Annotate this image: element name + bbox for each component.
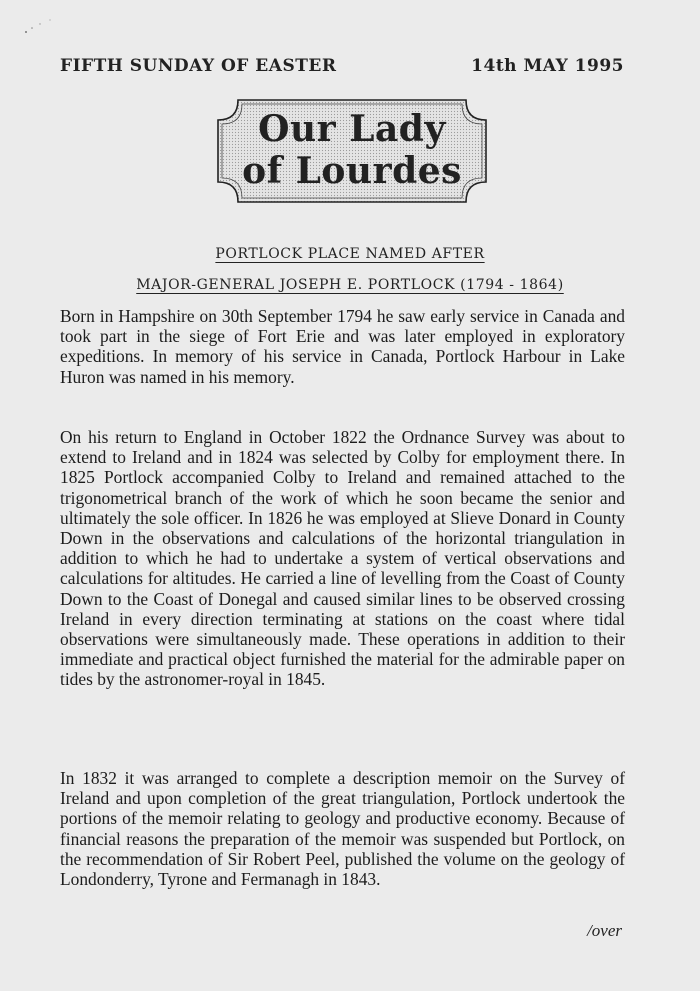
article-paragraph-2: On his return to England in October 1822 the Ordnance Survey was about to extend to Ireland and in 1824 was selected by Colby for employment there. In 1825 Portlock accompanied Colby to Ireland and remained attached to the trigonometrical branch of the work of which he soon became the senior and ultimately the sole officer. In 1826 he was employed at Slieve Donard in County Down in the observations and calculations of the horizontal triangulation in addition to which he had to undertake a system of vertical observations and calculations for altitudes. He carried a line of levelling from the Coast of County Down to the Coast of Donegal and caused similar lines to be observed crossing Ireland in every direction terminating at stations on the coast where tidal observations were simultaneously made. These operations in addition to their immediate and practical object furnished the material for the admirable paper on tides by the astronomer-royal in 1845. xyxy=(60,427,625,690)
article-paragraph-3: In 1832 it was arranged to complete a description memoir on the Survey of Ireland and upon completion of the great triangulation, Portlock undertook the portions of the memoir relating to geology and productive economy. Because of financial reasons the preparation of the memoir was suspended but Portlock, on the recommendation of Sir Robert Peel, published the volume on the geology of Londonderry, Tyrone and Fermanagh in 1843. xyxy=(60,768,625,890)
parish-title-banner xyxy=(216,98,488,204)
parish-title-line2: of Lourdes xyxy=(242,150,462,192)
article-heading-line2 xyxy=(0,277,700,293)
scan-speck-decoration xyxy=(20,14,60,44)
continued-overleaf-note: /over xyxy=(587,921,622,940)
article-heading-text2: MAJOR-GENERAL JOSEPH E. PORTLOCK (1794 - 1864) xyxy=(136,277,564,293)
parish-title-line1: Our Lady xyxy=(258,108,446,150)
article-paragraph-1: Born in Hampshire on 30th September 1794 he saw early service in Canada and took part in the siege of Fort Erie and was later employed in exploratory expeditions. In memory of his service in Canada, Portlock Harbour in Lake Huron was named in his memory. xyxy=(60,306,625,387)
parish-title xyxy=(216,108,488,192)
article-heading-text1: PORTLOCK PLACE NAMED AFTER xyxy=(215,246,485,262)
date-heading: 14th MAY 1995 xyxy=(471,56,624,76)
article-heading-line1 xyxy=(0,246,700,262)
occasion-heading: FIFTH SUNDAY OF EASTER xyxy=(60,56,337,76)
